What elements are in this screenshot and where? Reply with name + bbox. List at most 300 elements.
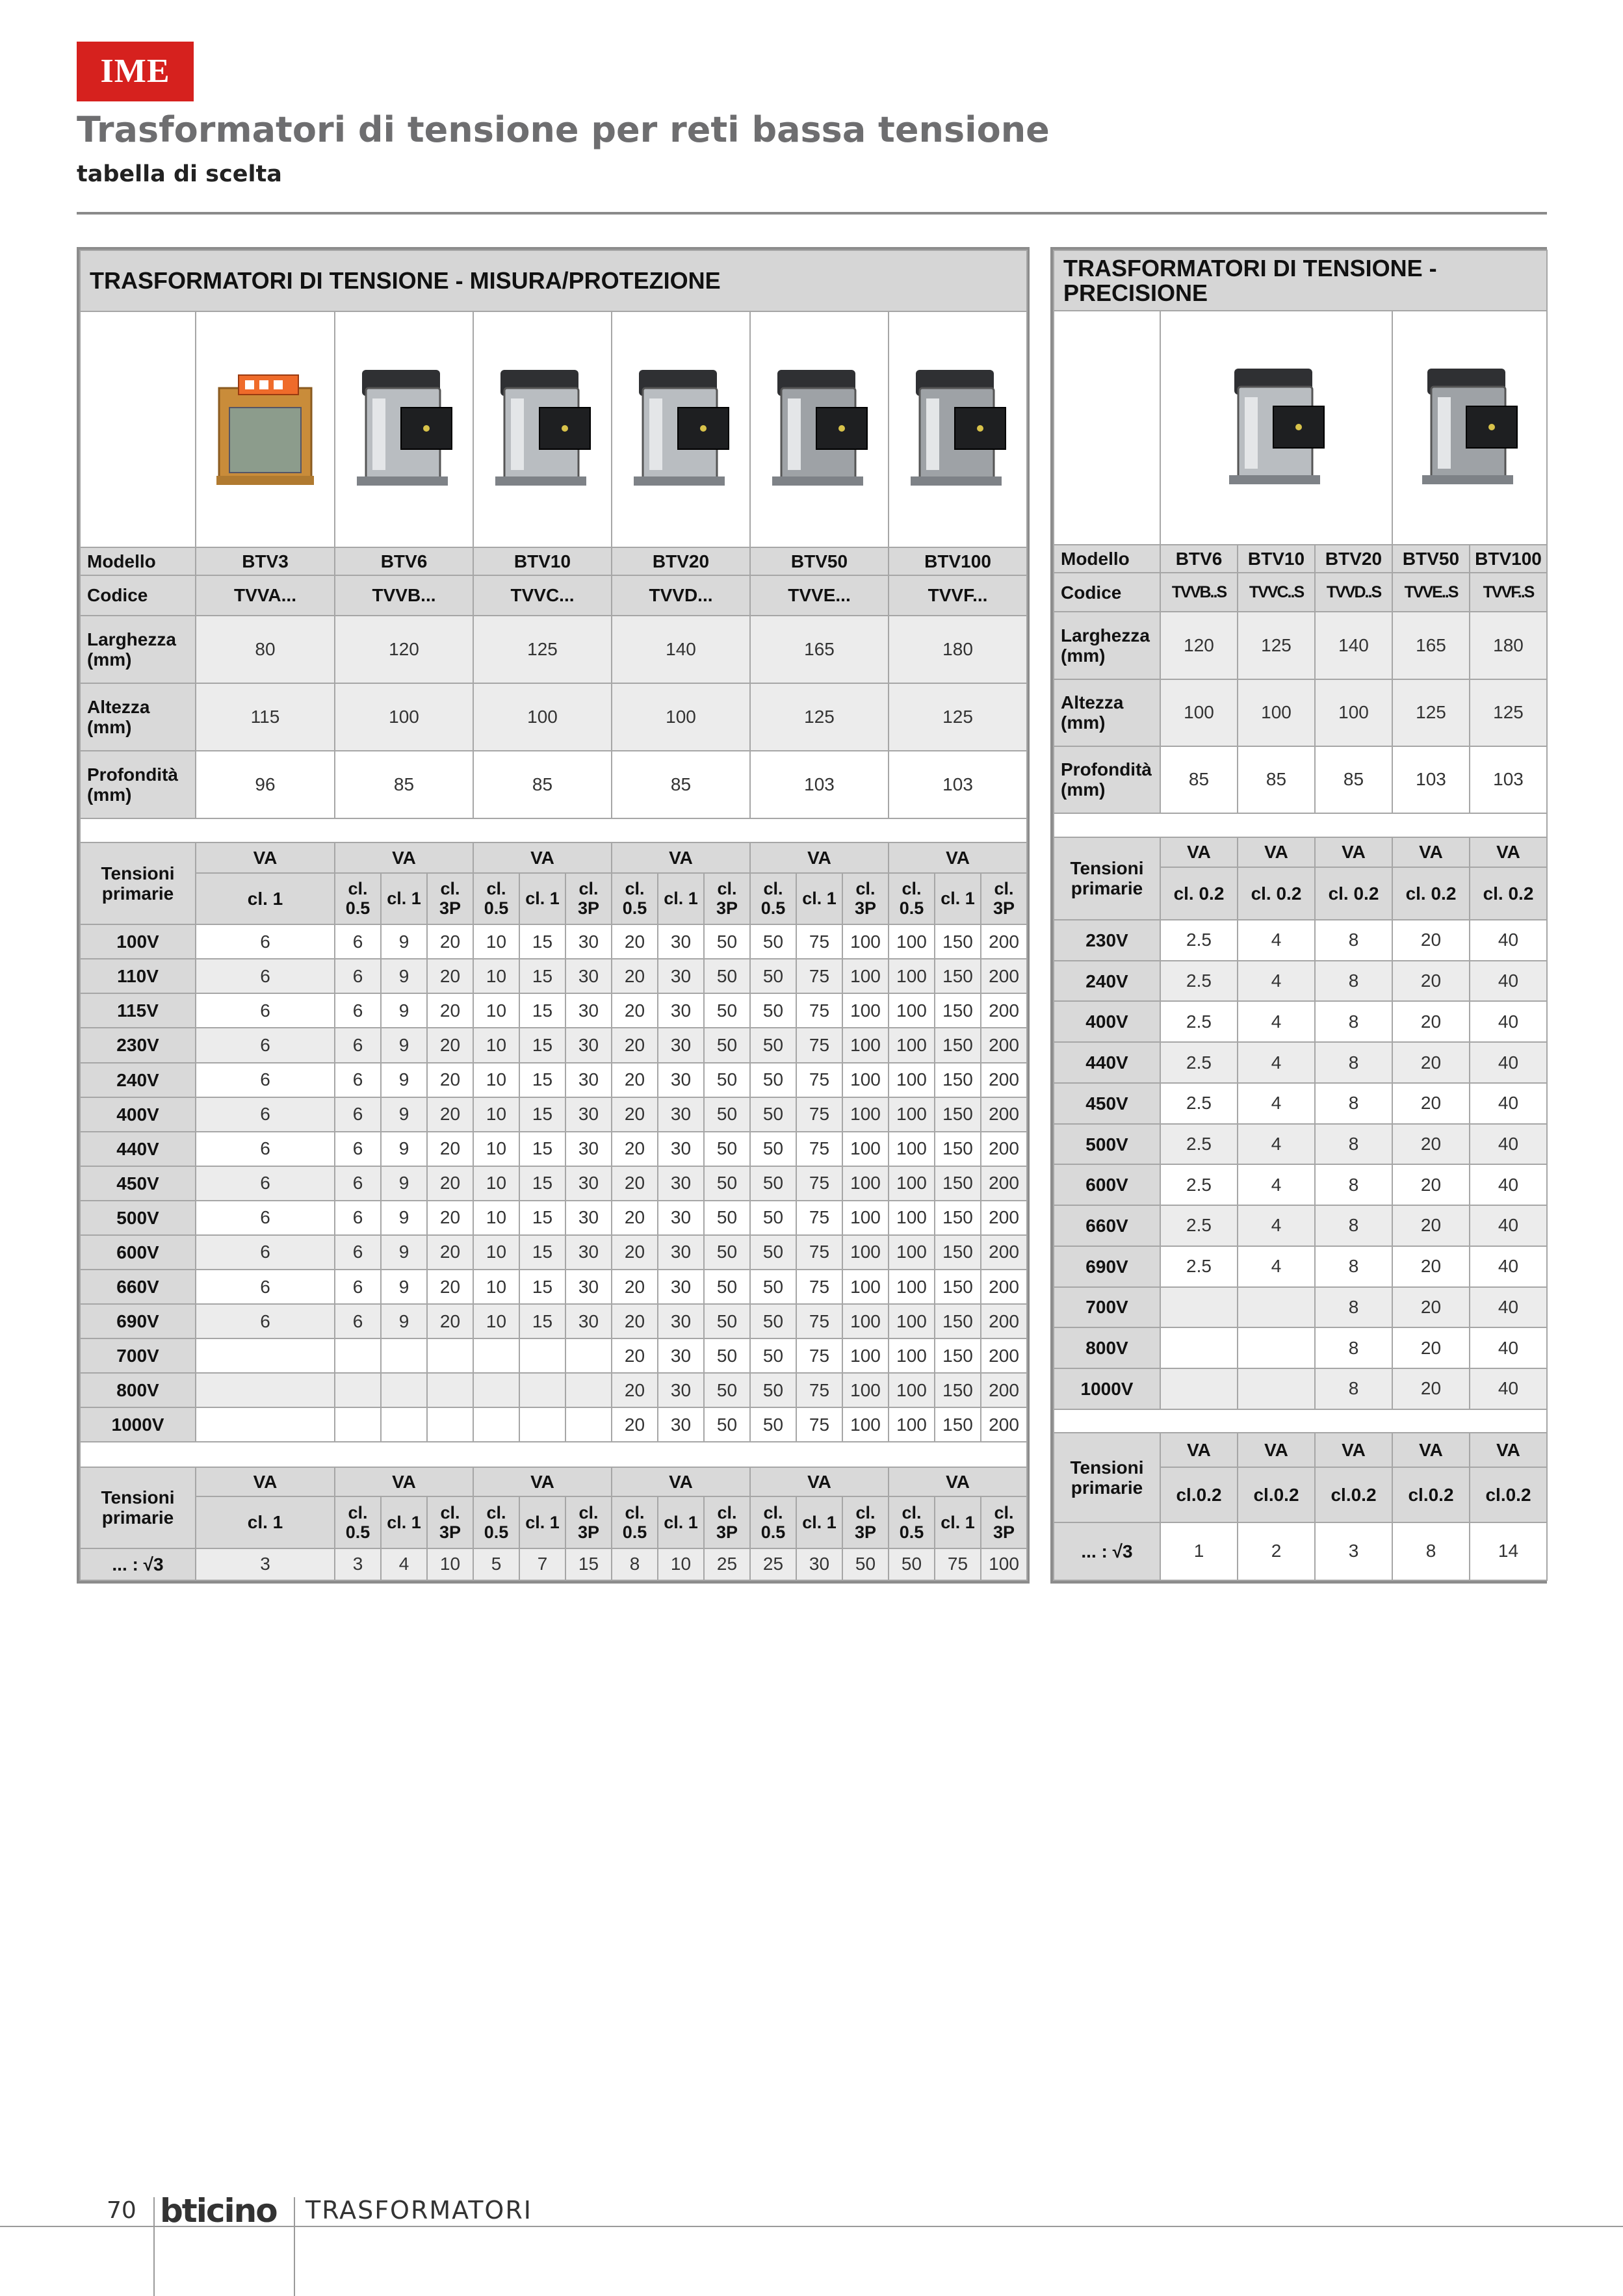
va-value: 50 xyxy=(704,1270,750,1304)
spacer xyxy=(1054,1409,1547,1433)
voltage-row xyxy=(80,1063,1027,1097)
va-value: 100 xyxy=(842,993,889,1028)
class-header: cl. 1 xyxy=(381,873,427,925)
va-value: 100 xyxy=(889,1166,935,1201)
va-value: 100 xyxy=(889,1304,935,1338)
va-value xyxy=(1160,1327,1238,1368)
class-header: cl. 1 xyxy=(196,873,335,925)
voltage-row xyxy=(80,1235,1027,1270)
profondita-value: 85 xyxy=(473,751,612,818)
va-value: 15 xyxy=(519,993,565,1028)
va-value: 75 xyxy=(796,1028,842,1062)
profondita-value: 85 xyxy=(1160,746,1238,813)
spacer-row xyxy=(1054,813,1547,837)
tensioni-primarie-label: Tensioni primarie xyxy=(1054,837,1160,920)
voltage-label: 700V xyxy=(1054,1287,1160,1328)
va-value: 20 xyxy=(427,1166,473,1201)
va-value: 100 xyxy=(889,959,935,993)
va-header-row xyxy=(1054,837,1547,868)
va-value: 75 xyxy=(796,1270,842,1304)
voltage-label: 700V xyxy=(80,1338,196,1373)
transformer-metal-case-image xyxy=(903,362,1013,492)
va-value: 10 xyxy=(473,959,519,993)
va-value: 15 xyxy=(519,1063,565,1097)
footer-section-title: TRASFORMATORI xyxy=(305,2196,532,2224)
va-value: 75 xyxy=(796,1407,842,1442)
va-value xyxy=(519,1407,565,1442)
va-value: 40 xyxy=(1470,1246,1547,1287)
voltage-label: 450V xyxy=(80,1166,196,1201)
class-header: cl. 1 xyxy=(796,1496,842,1548)
va-value xyxy=(196,1407,335,1442)
va-value: 40 xyxy=(1470,1001,1547,1042)
voltage-label: 500V xyxy=(1054,1124,1160,1165)
va-value: 50 xyxy=(704,1235,750,1270)
va-value: 40 xyxy=(1470,1083,1547,1124)
va-value: 200 xyxy=(981,1201,1027,1235)
voltage-row xyxy=(80,1304,1027,1338)
va-header: VA xyxy=(1315,837,1392,868)
va-value: 2.5 xyxy=(1160,1083,1238,1124)
va-value: 75 xyxy=(796,959,842,993)
va-value: 30 xyxy=(658,1201,704,1235)
larghezza-value: 140 xyxy=(612,616,750,683)
profondita-value: 103 xyxy=(1392,746,1470,813)
va-value xyxy=(1238,1287,1315,1328)
va-value: 10 xyxy=(473,924,519,959)
va-value: 150 xyxy=(935,993,981,1028)
va-value: 100 xyxy=(842,1235,889,1270)
larghezza-value: 165 xyxy=(750,616,889,683)
va-value: 100 xyxy=(889,1097,935,1132)
va-value: 100 xyxy=(889,993,935,1028)
va-value: 100 xyxy=(842,959,889,993)
voltage-row xyxy=(80,1407,1027,1442)
va-value: 200 xyxy=(981,1028,1027,1062)
va-value: 2.5 xyxy=(1160,1246,1238,1287)
va-value: 50 xyxy=(750,1097,796,1132)
va-value: 20 xyxy=(612,1201,658,1235)
modello xyxy=(80,547,1027,575)
class-header: cl. 0.2 xyxy=(1160,867,1238,920)
va-value: 30 xyxy=(565,1166,612,1201)
va-value: 50 xyxy=(704,1338,750,1373)
va-value xyxy=(196,1373,335,1407)
va-value: 5 xyxy=(473,1548,519,1580)
class-header: cl. 3P xyxy=(981,873,1027,925)
profondita-value: 96 xyxy=(196,751,335,818)
voltage-row xyxy=(1054,1164,1547,1205)
larghezza-label: Larghezza (mm) xyxy=(1054,612,1160,679)
va-value: 200 xyxy=(981,1063,1027,1097)
voltage-row xyxy=(1054,1205,1547,1246)
va-value: 50 xyxy=(704,959,750,993)
va-header: VA xyxy=(750,842,889,873)
class-header: cl. 0.5 xyxy=(612,1496,658,1548)
va-value: 75 xyxy=(796,1304,842,1338)
va-value: 6 xyxy=(196,993,335,1028)
va-value: 150 xyxy=(935,1407,981,1442)
va-value: 40 xyxy=(1470,1042,1547,1083)
va-value: 30 xyxy=(658,1338,704,1373)
va-value: 50 xyxy=(889,1548,935,1580)
tensioni-primarie-label: Tensioni primarie xyxy=(1054,1433,1160,1522)
voltage-label: 800V xyxy=(80,1373,196,1407)
va-value: 8 xyxy=(1392,1522,1470,1580)
empty-cell xyxy=(80,311,196,547)
va-value: 2.5 xyxy=(1160,920,1238,961)
class-header: cl.0.2 xyxy=(1238,1467,1315,1522)
va-value: 15 xyxy=(519,1166,565,1201)
profondita-value: 103 xyxy=(750,751,889,818)
va-value: 20 xyxy=(1392,920,1470,961)
va-value: 75 xyxy=(796,1166,842,1201)
va-value: 10 xyxy=(427,1548,473,1580)
va-value xyxy=(473,1338,519,1373)
va-value xyxy=(1160,1368,1238,1409)
va-value: 7 xyxy=(519,1548,565,1580)
va-value: 6 xyxy=(335,1097,381,1132)
ime-logo: IME xyxy=(77,42,194,101)
va-value: 20 xyxy=(612,1304,658,1338)
va-value: 150 xyxy=(935,959,981,993)
va-header: VA xyxy=(473,1467,612,1496)
voltage-label: 400V xyxy=(80,1097,196,1132)
altezza-value: 125 xyxy=(1470,679,1547,746)
va-value: 30 xyxy=(658,1063,704,1097)
profondita-value: 85 xyxy=(1315,746,1392,813)
sqrt3-label: ... : √3 xyxy=(1054,1522,1160,1580)
va-value: 6 xyxy=(335,924,381,959)
va-value: 1 xyxy=(1160,1522,1238,1580)
voltage-label: 450V xyxy=(1054,1083,1160,1124)
va-value: 150 xyxy=(935,1373,981,1407)
voltage-label: 600V xyxy=(1054,1164,1160,1205)
voltage-label: 500V xyxy=(80,1201,196,1235)
transformer-metal-case-image xyxy=(1221,361,1332,491)
product-image-cell xyxy=(612,311,750,547)
va-value: 20 xyxy=(427,1028,473,1062)
product-image-cell xyxy=(473,311,612,547)
va-header: VA xyxy=(335,1467,473,1496)
class-header: cl. 0.5 xyxy=(473,873,519,925)
va-value: 20 xyxy=(427,1132,473,1166)
modello-value: BTV50 xyxy=(1392,545,1470,572)
va-value: 50 xyxy=(750,993,796,1028)
voltage-label: 440V xyxy=(80,1132,196,1166)
va-value: 20 xyxy=(1392,1368,1470,1409)
va-value: 20 xyxy=(612,1166,658,1201)
va-value: 3 xyxy=(335,1548,381,1580)
va-header: VA xyxy=(750,1467,889,1496)
va-value: 10 xyxy=(473,1097,519,1132)
larghezza-value: 125 xyxy=(1238,612,1315,679)
va-header-row xyxy=(80,842,1027,873)
va-value: 50 xyxy=(704,1097,750,1132)
class-header: cl. 0.5 xyxy=(889,1496,935,1548)
modello xyxy=(1054,545,1547,572)
va-value: 10 xyxy=(658,1548,704,1580)
spacer-row xyxy=(80,1442,1027,1467)
va-value: 200 xyxy=(981,1235,1027,1270)
codice-value: TVVE... xyxy=(750,575,889,615)
altezza-value: 100 xyxy=(335,683,473,751)
profondita-value: 103 xyxy=(1470,746,1547,813)
table-heading-row xyxy=(80,250,1027,311)
va-value: 30 xyxy=(658,1235,704,1270)
va-value: 40 xyxy=(1470,1327,1547,1368)
va-value: 9 xyxy=(381,1166,427,1201)
va-header: VA xyxy=(196,842,335,873)
codice-value: TVVC..S xyxy=(1238,573,1315,612)
image-row xyxy=(80,311,1027,547)
va-value: 6 xyxy=(196,1235,335,1270)
va-value: 50 xyxy=(704,1407,750,1442)
va-value: 3 xyxy=(1315,1522,1392,1580)
tensioni-primarie-label: Tensioni primarie xyxy=(80,1467,196,1548)
modello-value: BTV3 xyxy=(196,547,335,575)
va-value: 30 xyxy=(658,1407,704,1442)
va-value xyxy=(196,1338,335,1373)
class-header: cl. 3P xyxy=(704,873,750,925)
class-header: cl. 3P xyxy=(842,873,889,925)
voltage-row xyxy=(80,1097,1027,1132)
va-value: 2.5 xyxy=(1160,1164,1238,1205)
altezza-value: 100 xyxy=(1315,679,1392,746)
va-value: 20 xyxy=(612,1373,658,1407)
va-value: 100 xyxy=(889,1373,935,1407)
va-value: 20 xyxy=(612,993,658,1028)
precisione-table-panel xyxy=(1050,247,1547,1584)
va-value: 75 xyxy=(796,1097,842,1132)
modello-value: BTV100 xyxy=(889,547,1027,575)
va-header: VA xyxy=(1315,1433,1392,1467)
va-value: 50 xyxy=(704,1028,750,1062)
va-value: 6 xyxy=(335,1270,381,1304)
va-value: 6 xyxy=(196,1166,335,1201)
voltage-label: 240V xyxy=(80,1063,196,1097)
va-value: 30 xyxy=(565,993,612,1028)
voltage-label: 440V xyxy=(1054,1042,1160,1083)
va-value: 50 xyxy=(750,924,796,959)
product-image-cell xyxy=(889,311,1027,547)
codice-value: TVVD..S xyxy=(1315,573,1392,612)
page-subtitle: tabella di scelta xyxy=(77,161,282,187)
profondita xyxy=(80,751,1027,818)
codice-value: TVVC... xyxy=(473,575,612,615)
larghezza xyxy=(80,616,1027,683)
va-value: 8 xyxy=(1315,1042,1392,1083)
va-value xyxy=(427,1338,473,1373)
va-value: 9 xyxy=(381,924,427,959)
va-value: 10 xyxy=(473,1304,519,1338)
codice-value: TVVB... xyxy=(335,575,473,615)
va-value: 15 xyxy=(519,1304,565,1338)
voltage-row xyxy=(1054,961,1547,1002)
va-value: 20 xyxy=(612,1132,658,1166)
class-header-row xyxy=(80,873,1027,925)
va-value: 15 xyxy=(519,1097,565,1132)
va-value: 4 xyxy=(1238,1042,1315,1083)
va-value: 9 xyxy=(381,1304,427,1338)
altezza xyxy=(80,683,1027,751)
va-value: 30 xyxy=(565,959,612,993)
va-value: 150 xyxy=(935,1201,981,1235)
va-value: 20 xyxy=(1392,1001,1470,1042)
class-header: cl. 0.5 xyxy=(335,873,381,925)
va-value: 8 xyxy=(1315,1164,1392,1205)
altezza-value: 100 xyxy=(1160,679,1238,746)
codice-value: TVVF... xyxy=(889,575,1027,615)
va-value: 30 xyxy=(658,1097,704,1132)
va-value: 30 xyxy=(565,1028,612,1062)
va-value: 100 xyxy=(981,1548,1027,1580)
va-value: 30 xyxy=(658,1028,704,1062)
va-value: 75 xyxy=(796,1201,842,1235)
altezza-value: 100 xyxy=(612,683,750,751)
va-value: 75 xyxy=(796,1373,842,1407)
voltage-row xyxy=(80,1373,1027,1407)
altezza-label: Altezza (mm) xyxy=(80,683,196,751)
va-value: 30 xyxy=(658,924,704,959)
va-value xyxy=(427,1373,473,1407)
va-value: 100 xyxy=(842,1132,889,1166)
va-value: 10 xyxy=(473,1063,519,1097)
va-value xyxy=(473,1407,519,1442)
va-value: 50 xyxy=(750,1407,796,1442)
va-value: 9 xyxy=(381,1028,427,1062)
va-value: 25 xyxy=(704,1548,750,1580)
va-header: VA xyxy=(1392,1433,1470,1467)
class-header: cl. 3P xyxy=(427,1496,473,1548)
va-value: 40 xyxy=(1470,1124,1547,1165)
va-value: 30 xyxy=(565,1063,612,1097)
va-value: 100 xyxy=(842,1201,889,1235)
profondita-value: 85 xyxy=(335,751,473,818)
class-header: cl. 1 xyxy=(935,873,981,925)
profondita-label: Profondità (mm) xyxy=(80,751,196,818)
va-value: 6 xyxy=(196,924,335,959)
larghezza-value: 140 xyxy=(1315,612,1392,679)
profondita-label: Profondità (mm) xyxy=(1054,746,1160,813)
va-value: 100 xyxy=(889,1338,935,1373)
va-value: 100 xyxy=(842,1270,889,1304)
modello-value: BTV10 xyxy=(473,547,612,575)
va-value: 150 xyxy=(935,1132,981,1166)
class-header: cl. 0.5 xyxy=(612,873,658,925)
va-value: 4 xyxy=(1238,920,1315,961)
va-value: 30 xyxy=(658,1373,704,1407)
va-value: 50 xyxy=(750,1235,796,1270)
voltage-label: 690V xyxy=(80,1304,196,1338)
va-value: 50 xyxy=(750,1338,796,1373)
table-heading: TRASFORMATORI DI TENSIONE - MISURA/PROTEZIONE xyxy=(80,250,1027,311)
va-value: 4 xyxy=(1238,961,1315,1002)
footer-vertical-divider xyxy=(153,2197,155,2296)
va-value: 20 xyxy=(1392,1205,1470,1246)
va-value: 6 xyxy=(196,1201,335,1235)
va-value xyxy=(427,1407,473,1442)
va-value: 100 xyxy=(842,1407,889,1442)
va-value: 20 xyxy=(612,1338,658,1373)
va-value: 50 xyxy=(704,1373,750,1407)
va-value: 9 xyxy=(381,1235,427,1270)
va-value: 4 xyxy=(1238,1246,1315,1287)
codice xyxy=(1054,573,1547,612)
va-value: 20 xyxy=(612,1235,658,1270)
va-value: 6 xyxy=(335,1304,381,1338)
class-header: cl. 0.2 xyxy=(1392,867,1470,920)
voltage-row xyxy=(1054,1124,1547,1165)
codice-value: TVVD... xyxy=(612,575,750,615)
modello-value: BTV100 xyxy=(1470,545,1547,572)
codice-value: TVVE..S xyxy=(1392,573,1470,612)
va-value: 15 xyxy=(519,1201,565,1235)
class-header: cl. 1 xyxy=(519,873,565,925)
altezza-value: 125 xyxy=(750,683,889,751)
va-value: 30 xyxy=(658,1166,704,1201)
va-value: 20 xyxy=(1392,1124,1470,1165)
va-header: VA xyxy=(196,1467,335,1496)
va-value: 50 xyxy=(704,1304,750,1338)
va-value: 20 xyxy=(427,1201,473,1235)
va-value: 2.5 xyxy=(1160,1124,1238,1165)
voltage-row xyxy=(80,1270,1027,1304)
va-value: 40 xyxy=(1470,920,1547,961)
va-value: 100 xyxy=(889,1201,935,1235)
transformer-metal-case-image xyxy=(487,362,598,492)
va-value: 6 xyxy=(196,1304,335,1338)
va-value: 75 xyxy=(796,1063,842,1097)
va-value: 50 xyxy=(704,1063,750,1097)
larghezza-value: 120 xyxy=(1160,612,1238,679)
va-value: 40 xyxy=(1470,1205,1547,1246)
va-value: 150 xyxy=(935,1235,981,1270)
voltage-label: 115V xyxy=(80,993,196,1028)
class-header: cl. 3P xyxy=(565,873,612,925)
va-value: 8 xyxy=(1315,1327,1392,1368)
va-value: 30 xyxy=(565,1132,612,1166)
voltage-label: 230V xyxy=(1054,920,1160,961)
larghezza-value: 120 xyxy=(335,616,473,683)
va-value: 9 xyxy=(381,959,427,993)
va-value: 75 xyxy=(796,924,842,959)
voltage-label: 660V xyxy=(80,1270,196,1304)
codice xyxy=(80,575,1027,615)
va-value: 10 xyxy=(473,1028,519,1062)
voltage-row xyxy=(1054,1083,1547,1124)
voltage-row xyxy=(80,959,1027,993)
va-value: 150 xyxy=(935,1304,981,1338)
va-value: 2.5 xyxy=(1160,1042,1238,1083)
va-value: 30 xyxy=(565,1235,612,1270)
modello-value: BTV20 xyxy=(1315,545,1392,572)
va-value: 4 xyxy=(1238,1001,1315,1042)
va-value: 14 xyxy=(1470,1522,1547,1580)
va-value: 9 xyxy=(381,1097,427,1132)
va-header: VA xyxy=(1160,1433,1238,1467)
class-header: cl.0.2 xyxy=(1315,1467,1392,1522)
va-value: 50 xyxy=(704,1132,750,1166)
class-header: cl. 0.5 xyxy=(750,873,796,925)
va-value: 20 xyxy=(612,1028,658,1062)
va-value: 100 xyxy=(842,1166,889,1201)
larghezza-value: 80 xyxy=(196,616,335,683)
transformer-open-frame-image xyxy=(210,362,320,492)
va-value xyxy=(1160,1287,1238,1328)
va-value: 40 xyxy=(1470,961,1547,1002)
va-value xyxy=(335,1407,381,1442)
